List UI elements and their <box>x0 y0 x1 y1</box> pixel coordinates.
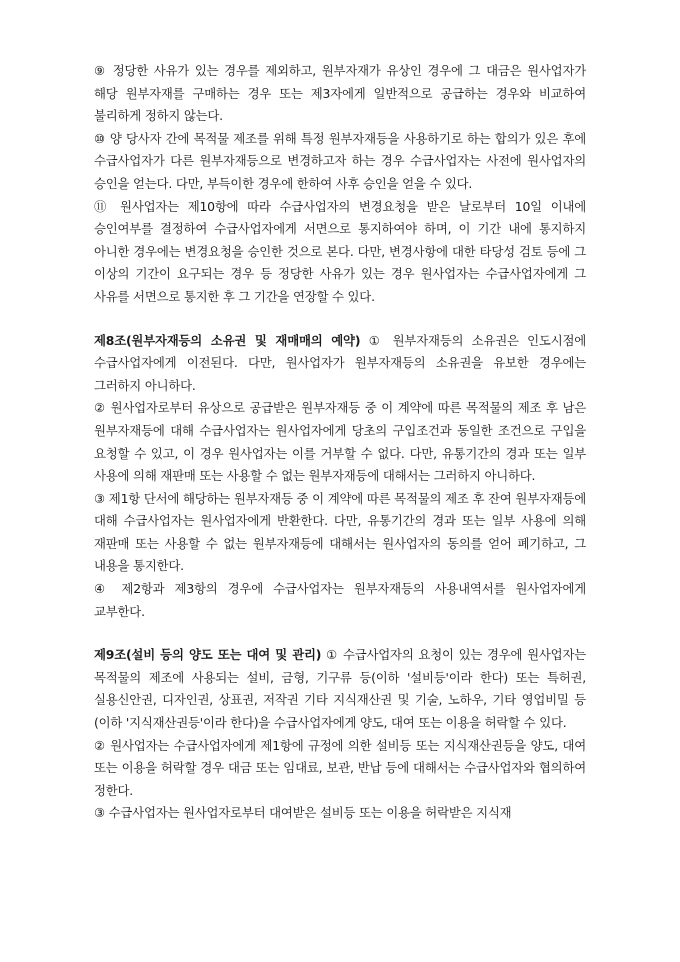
article-9-title: 제9조(설비 등의 양도 또는 대여 및 관리) <box>94 647 322 663</box>
article-8-title: 제8조(원부자재등의 소유권 및 재매매의 예약) <box>94 332 361 348</box>
paragraph-9: ⑨ 정당한 사유가 있는 경우를 제외하고, 원부자재가 유상인 경우에 그 대금은 원사업자가 해당 원부자재를 구매하는 경우 또는 제3자에게 일반적으로 공급하는 경우와 비교하여 불리하게 정하지 않는다. <box>94 63 586 124</box>
article-9-paragraph-1: ① 수급사업자의 요청이 있는 경우에 원사업자는 목적물의 제조에 사용되는 설비, 금형, 기구류 등(이하 '설비등'이라 한다) 또는 특허권, 실용신안권, 디자인권, 상표권, 저작권 기타 지식재산권 및 기술, 노하우, 기타 영업비밀 등(이하 '지식재산권등'이라 한다)을 수급사업자에게 양도, 대여 또는 이용을 허락할 수 있다. <box>94 647 586 731</box>
article-9-paragraph-2: ② 원사업자는 수급사업자에게 제1항에 규정에 의한 설비등 또는 지식재산권등을 양도, 대여 또는 이용을 허락할 경우 대금 또는 임대료, 보관, 반납 등에 대해서는 수급사업자와 협의하여 정한다. <box>94 737 586 798</box>
paragraph-11: ⑪ 원사업자는 제10항에 따라 수급사업자의 변경요청을 받은 날로부터 10일 이내에 승인여부를 결정하여 수급사업자에게 서면으로 통지하여야 하며, 이 기간 내에 통지하지 아니한 경우에는 변경요청을 승인한 것으로 본다. 다만, 변경사항에 대한 타당성 검토 등에 그 이상의 기간이 요구되는 경우 등 정당한 사유가 있는 경우 원사업자는 수급사업자에게 그 사유를 서면으로 통지한 후 그 기간을 연장할 수 있다. <box>94 198 586 304</box>
article-8-paragraph-4: ④ 제2항과 제3항의 경우에 수급사업자는 원부자재등의 사용내역서를 원사업자에게 교부한다. <box>94 581 586 619</box>
article-8-intro <box>94 330 586 398</box>
paragraph-10: ⑩ 양 당사자 간에 목적물 제조를 위해 특정 원부자재등을 사용하기로 하는 합의가 있은 후에 수급사업자가 다른 원부자재등으로 변경하고자 하는 경우 수급사업자는 사전에 원사업자의 승인을 얻는다. 다만, 부득이한 경우에 한하여 사후 승인을 얻을 수 있다. <box>94 130 586 191</box>
section-article-8 <box>94 330 586 624</box>
document-page <box>94 60 586 825</box>
article-8-paragraph-2: ② 원사업자로부터 유상으로 공급받은 원부자재등 중 이 계약에 따른 목적물의 제조 후 남은 원부자재등에 대해 수급사업자는 원사업자에게 당초의 구입조건과 동일한 조건으로 구입을 요청할 수 있고, 이 경우 원사업자는 이를 거부할 수 없다. 다만, 유통기간의 경과 또는 일부 사용에 의해 재판매 또는 사용할 수 없는 원부자재등에 대해서는 그러하지 아니하다. <box>94 400 586 484</box>
article-8-paragraph-3: ③ 제1항 단서에 해당하는 원부자재등 중 이 계약에 따른 목적물의 제조 후 잔여 원부자재등에 대해 수급사업자는 원사업자에게 반환한다. 다만, 유통기간의 경과 또는 일부 사용에 의해 재판매 또는 사용할 수 없는 원부자재등에 대해서는 원사업자의 동의를 얻어 폐기하고, 그 내용을 통지한다. <box>94 490 586 574</box>
section-article-9 <box>94 644 586 825</box>
article-9-intro <box>94 644 586 734</box>
article-8-paragraph-1: ① 원부자재등의 소유권은 인도시점에 수급사업자에게 이전된다. 다만, 원사업자가 원부자재등의 소유권을 유보한 경우에는 그러하지 아니하다. <box>94 332 586 393</box>
article-9-paragraph-3: ③ 수급사업자는 원사업자로부터 대여받은 설비등 또는 이용을 허락받은 지식재 <box>94 805 512 821</box>
section-article-7-continued <box>94 60 586 309</box>
